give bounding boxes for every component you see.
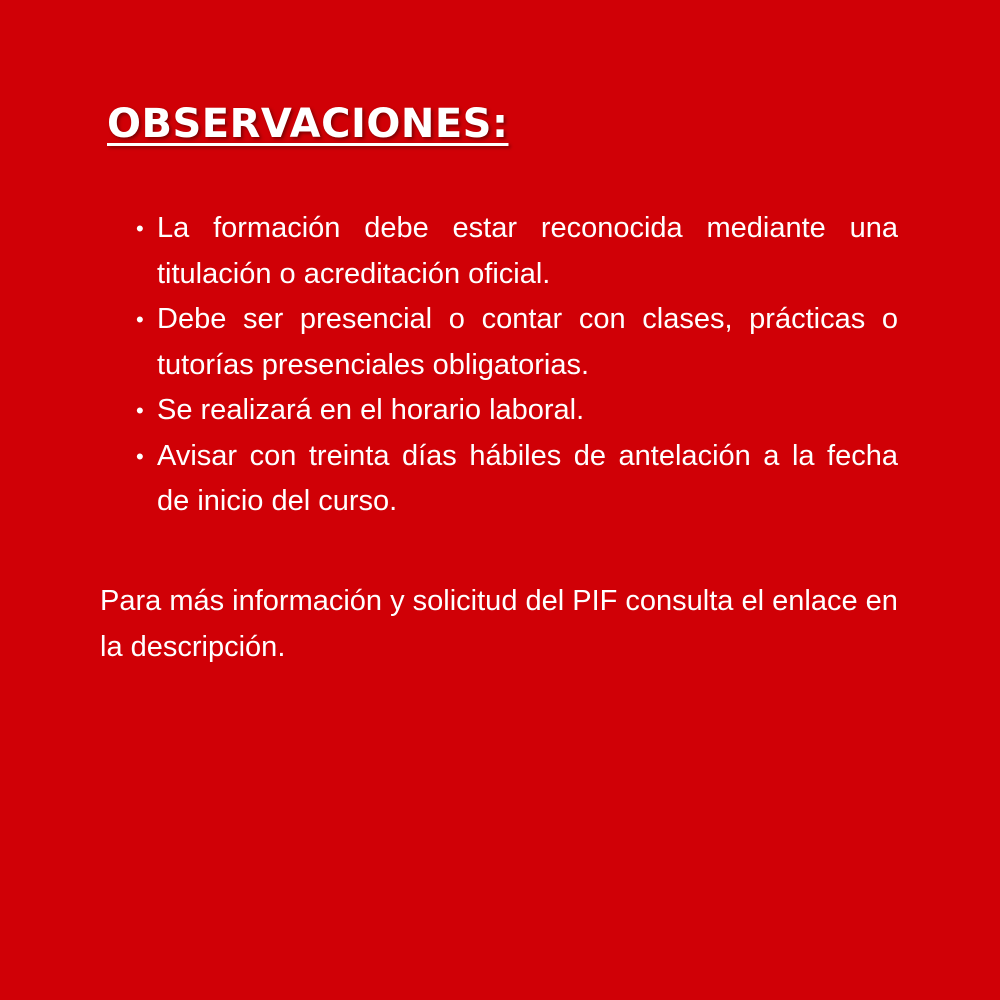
list-item-text: La formación debe estar reconocida mediante una titulación o acreditación oficial. bbox=[157, 212, 898, 290]
list-item bbox=[136, 206, 898, 297]
list-item-text: Avisar con treinta días hábiles de antelación a la fecha de inicio del curso. bbox=[157, 439, 898, 517]
bullet-dot-icon: • bbox=[136, 307, 144, 332]
list-item-text: Se realizará en el horario laboral. bbox=[157, 394, 585, 426]
observations-list bbox=[136, 206, 898, 525]
bullet-dot-icon: • bbox=[136, 443, 144, 469]
list-item bbox=[136, 297, 898, 388]
bullet-dot-icon: • bbox=[136, 398, 144, 423]
list-item bbox=[136, 434, 898, 525]
list-item-text: Debe ser presencial o contar con clases, prácticas o tutorías presenciales obligatorias. bbox=[157, 303, 898, 381]
footer-note: Para más información y solicitud del PIF consulta el enlace en la descripción. bbox=[100, 585, 898, 663]
bullet-dot-icon: • bbox=[136, 216, 144, 241]
list-item bbox=[136, 388, 898, 434]
page-title: OBSERVACIONES: bbox=[107, 101, 509, 147]
